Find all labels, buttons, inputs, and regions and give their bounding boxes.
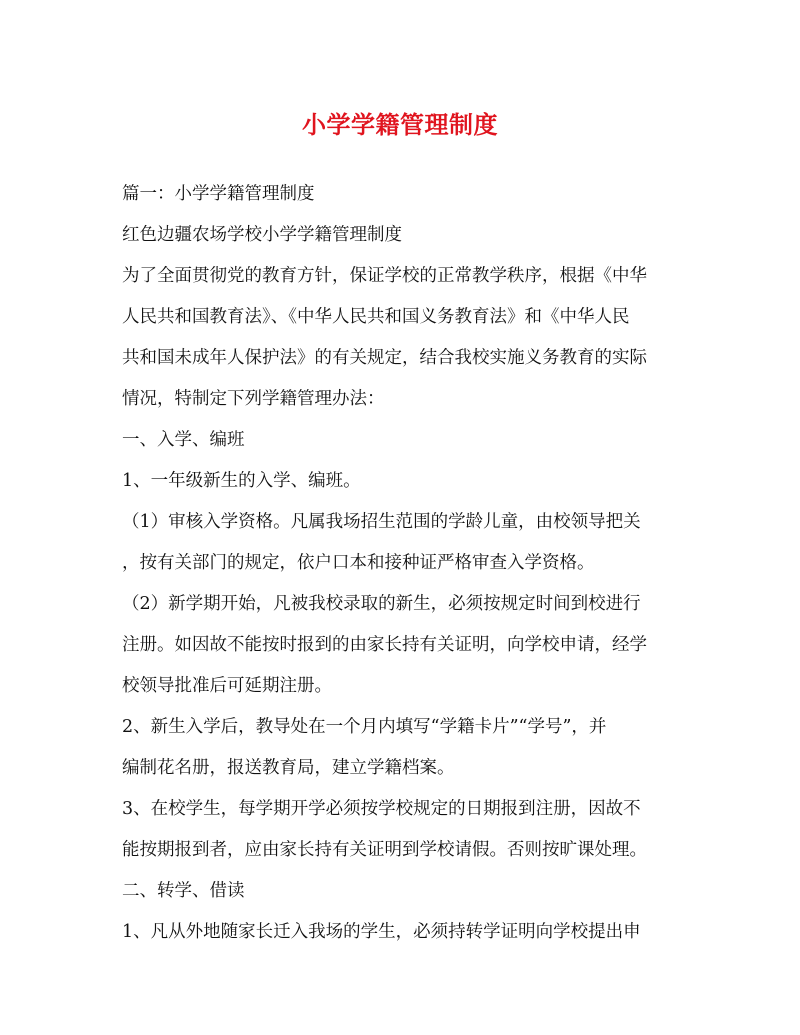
section-heading: 一、入学、编班 [122, 430, 245, 450]
text-line: （1）审核入学资格。凡属我场招生范围的学龄儿童，由校领导把关 [122, 512, 641, 532]
section-heading: 二、转学、借读 [122, 881, 245, 901]
text-line: 共和国未成年人保护法》的有关规定，结合我校实施义务教育的实际 [122, 348, 647, 368]
text-line: 3、在校学生，每学期开学必须按学校规定的日期报到注册，因故不 [122, 799, 641, 819]
text-line: 红色边疆农场学校小学学籍管理制度 [122, 225, 402, 245]
text-line: 情况，特制定下列学籍管理办法： [122, 389, 385, 409]
text-line: 1、凡从外地随家长迁入我场的学生，必须持转学证明向学校提出申 [122, 922, 641, 942]
text-line: 注册。如因故不能按时报到的由家长持有关证明，向学校申请，经学 [122, 635, 647, 655]
text-line: 人民共和国教育法》、《中华人民共和国义务教育法》和《中华人民 [122, 307, 630, 327]
text-line: （2）新学期开始，凡被我校录取的新生，必须按规定时间到校进行 [122, 594, 641, 614]
text-line: 能按期报到者，应由家长持有关证明到学校请假。否则按旷课处理。 [122, 840, 647, 860]
document-title: 小学学籍管理制度 [302, 110, 498, 139]
text-line: 编制花名册，报送教育局，建立学籍档案。 [122, 758, 455, 778]
text-line: 为了全面贯彻党的教育方针，保证学校的正常教学秩序，根据《中华 [122, 266, 647, 286]
text-line: ，按有关部门的规定，依户口本和接种证严格审查入学资格。 [122, 553, 595, 573]
text-line: 1、一年级新生的入学、编班。 [122, 471, 361, 491]
text-line: 篇一：小学学籍管理制度 [122, 184, 315, 204]
text-line: 校领导批准后可延期注册。 [122, 676, 332, 696]
text-line: 2、新生入学后，教导处在一个月内填写“学籍卡片”“学号”，并 [122, 717, 607, 737]
